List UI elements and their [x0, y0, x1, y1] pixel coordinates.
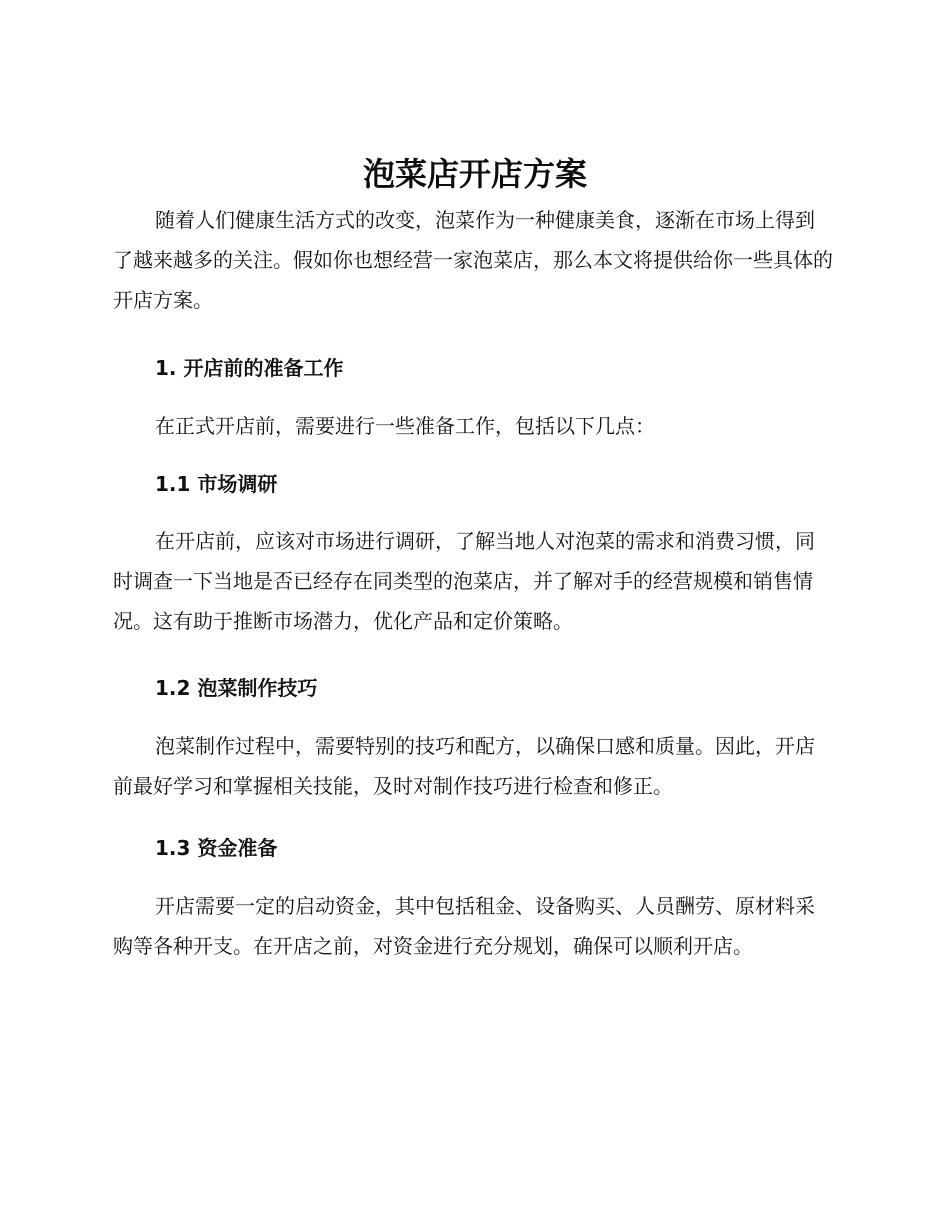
document-title: 泡菜店开店方案 [362, 155, 587, 193]
intro-paragraph: 随着人们健康生活方式的改变，泡菜作为一种健康美食，逐渐在市场上得到了越来越多的关注。假如你也想经营一家泡菜店，那么本文将提供给你一些具体的开店方案。 [113, 208, 833, 312]
section-1-3-paragraph: 开店需要一定的启动资金，其中包括租金、设备购买、人员酬劳、原材料采购等各种开支。在开店之前，对资金进行充分规划，确保可以顺利开店。 [113, 894, 815, 958]
section-1-2-paragraph: 泡菜制作过程中，需要特别的技巧和配方，以确保口感和质量。因此，开店前最好学习和掌握相关技能，及时对制作技巧进行检查和修正。 [113, 734, 815, 798]
section-1-paragraph: 在正式开店前，需要进行一些准备工作，包括以下几点： [155, 414, 655, 438]
section-1-1-paragraph: 在开店前，应该对市场进行调研，了解当地人对泡菜的需求和消费习惯，同时调查一下当地是否已经存在同类型的泡菜店，并了解对手的经营规模和销售情况。这有助于推断市场潜力，优化产品和定价策略。 [113, 529, 815, 633]
section-heading-1-2: 1.2 泡菜制作技巧 [155, 676, 318, 700]
section-heading-1-3: 1.3 资金准备 [155, 836, 278, 860]
section-heading-1: 1. 开店前的准备工作 [155, 356, 344, 380]
section-heading-1-1: 1.1 市场调研 [155, 472, 278, 496]
